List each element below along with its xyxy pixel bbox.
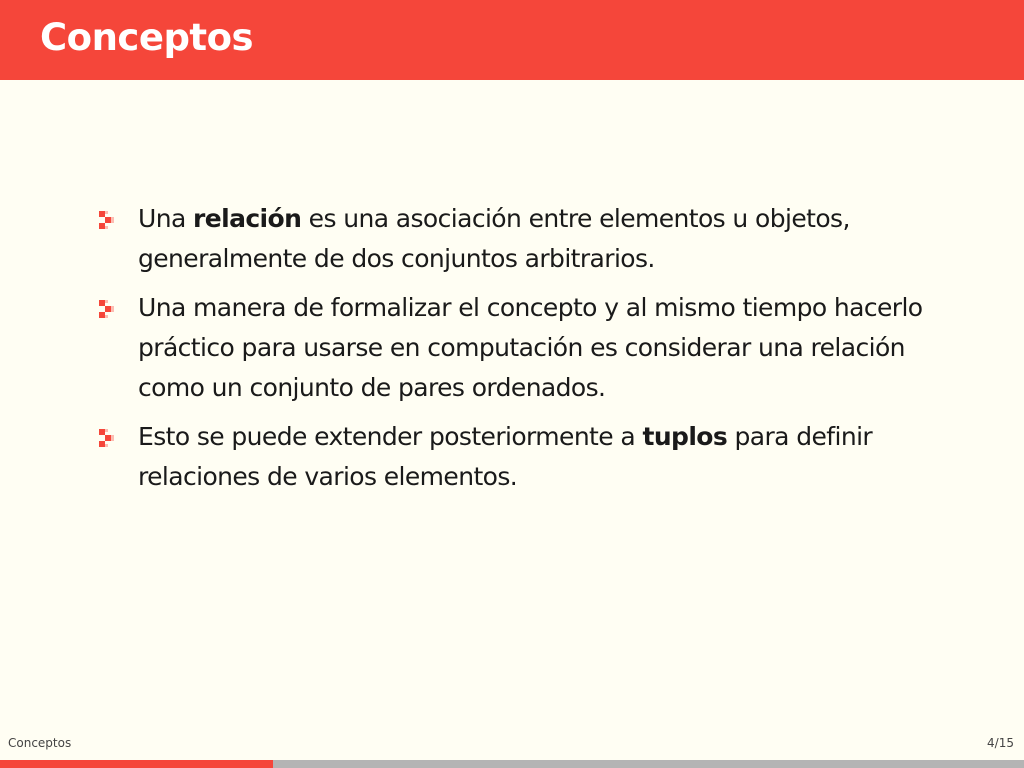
bullet-bold-term: relación [193,204,302,233]
bullet-text-before: Esto se puede extender posteriormente a [138,422,643,451]
progress-bar [0,760,1024,768]
slide-title: Conceptos [40,16,254,59]
bullet-bold-term: tuplos [642,422,728,451]
pixel-arrow-bullet-icon [99,300,117,318]
bullet-text-after: para definir relaciones de varios elementos. [138,422,873,491]
list-item [96,199,976,279]
bullet-text: Una manera de formalizar el concepto y al mismo tiempo hacerlo práctico para usarse en computación es considerar una relación como un conjunto de pares ordenados. [138,293,923,402]
footer-page-number: 4/15 [987,736,1014,750]
pixel-arrow-bullet-icon [99,429,117,447]
title-bar [0,0,1024,80]
list-item [96,417,976,497]
progress-fill [0,760,273,768]
bullet-list [96,199,976,506]
bullet-text-before: Una [138,204,194,233]
list-item [96,288,976,408]
footer-section-title: Conceptos [8,736,72,750]
bullet-text-after: es una asociación entre elementos u objetos, generalmente de dos conjuntos arbitrarios. [138,204,850,273]
pixel-arrow-bullet-icon [99,211,117,229]
